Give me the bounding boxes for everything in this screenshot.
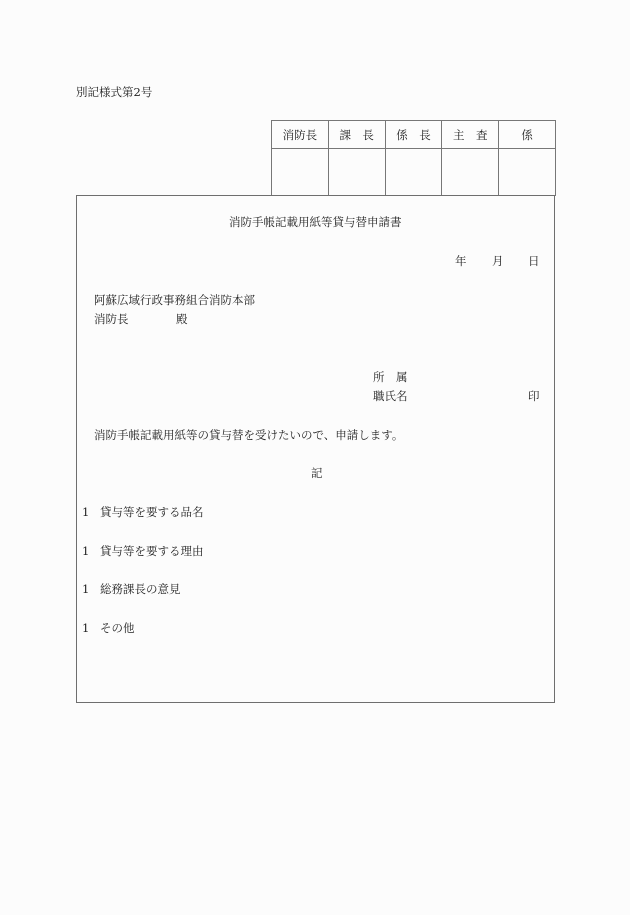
- item-number: 1: [82, 621, 90, 635]
- recipient-title: 消防長: [94, 312, 129, 326]
- form-number: 別記様式第2号: [76, 85, 153, 99]
- approval-header-staff: 係: [499, 121, 556, 149]
- date-day-label: 日: [528, 254, 540, 268]
- stamp-cell-unit-chief[interactable]: [385, 149, 442, 196]
- body-text: 消防手帳記載用紙等の貸与替を受けたいので、申請します。: [94, 428, 404, 442]
- stamp-cell-section-chief[interactable]: [328, 149, 385, 196]
- approval-stamp-table: [271, 120, 556, 196]
- document-title: 消防手帳記載用紙等貸与替申請書: [229, 215, 402, 229]
- approval-stamp-row: [272, 149, 556, 196]
- date-year-label: 年: [455, 254, 467, 268]
- stamp-cell-inspector[interactable]: [442, 149, 499, 196]
- approval-header-row: [272, 121, 556, 149]
- recipient-organization: 阿蘇広域行政事務組合消防本部: [94, 293, 255, 307]
- stamp-cell-fire-chief[interactable]: [272, 149, 329, 196]
- item-label-other: その他: [100, 621, 135, 635]
- stamp-cell-staff[interactable]: [499, 149, 556, 196]
- approval-header-fire-chief: 消防長: [272, 121, 329, 149]
- item-number: 1: [82, 582, 90, 596]
- approval-header-section-chief: 課 長: [328, 121, 385, 149]
- application-form-box: [76, 195, 555, 703]
- date-month-label: 月: [492, 254, 504, 268]
- ki-label: 記: [311, 466, 323, 480]
- item-number: 1: [82, 505, 90, 519]
- item-label-reason: 貸与等を要する理由: [100, 544, 204, 558]
- item-number: 1: [82, 544, 90, 558]
- seal-label: 印: [528, 389, 540, 403]
- approval-header-inspector: 主 査: [442, 121, 499, 149]
- name-label: 職氏名: [373, 389, 408, 403]
- recipient-honorific: 殿: [176, 312, 188, 326]
- approval-header-unit-chief: 係 長: [385, 121, 442, 149]
- item-label-opinion: 総務課長の意見: [100, 582, 181, 596]
- item-label-item-name: 貸与等を要する品名: [100, 505, 204, 519]
- affiliation-label: 所 属: [373, 370, 408, 384]
